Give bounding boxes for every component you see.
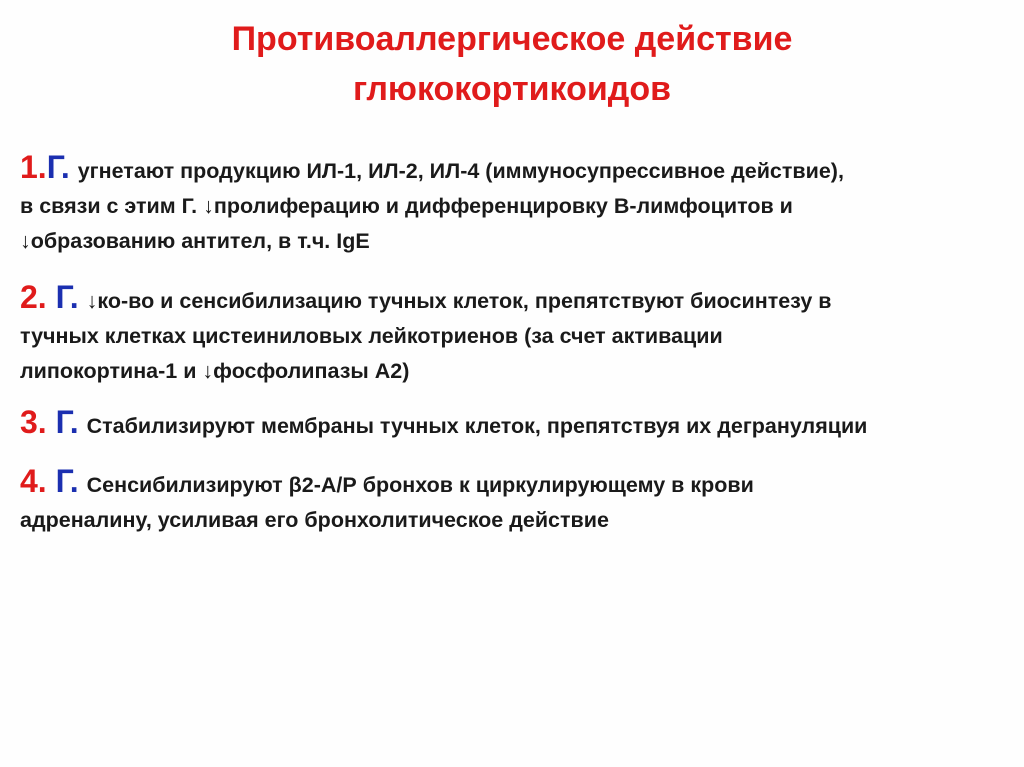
item-letter: Г. (55, 463, 79, 499)
item-number: 4. (20, 463, 47, 499)
slide-title (0, 14, 1024, 114)
item-number: 1. (20, 149, 47, 185)
list-item-2 (20, 280, 1010, 389)
title-line-1: Противоаллергическое действие (231, 20, 793, 58)
item-text-line: ↓ко-во и сенсибилизацию тучных клеток, препятствуют биосинтезу в (86, 289, 832, 313)
item-text-line: Стабилизируют мембраны тучных клеток, препятствуя их дегрануляции (86, 414, 868, 438)
item-number: 3. (20, 404, 47, 440)
item-text-line: Сенсибилизируют β2-А/Р бронхов к циркулирующему в крови (86, 473, 754, 497)
title-line-2: глюкокортикоидов (353, 70, 671, 108)
list-item-3 (20, 405, 1010, 444)
item-text-line: тучных клетках цистеиниловых лейкотриенов (за счет активации (20, 324, 723, 348)
item-marker (20, 149, 70, 185)
item-text-line: угнетают продукцию ИЛ-1, ИЛ-2, ИЛ-4 (иммуносупрессивное действие), (77, 159, 844, 183)
item-marker (20, 463, 79, 499)
item-marker (20, 404, 79, 440)
item-letter: Г. (55, 404, 79, 440)
list-item-1 (20, 150, 1010, 259)
item-letter: Г. (46, 149, 70, 185)
item-number: 2. (20, 279, 47, 315)
item-letter: Г. (55, 279, 79, 315)
item-text-line: липокортина-1 и ↓фосфолипазы А2) (20, 359, 410, 383)
item-text-line: ↓образованию антител, в т.ч. IgE (20, 229, 370, 253)
list-item-4 (20, 464, 1010, 538)
item-text-line: в связи с этим Г. ↓пролиферацию и дифференцировку В-лимфоцитов и (20, 194, 793, 218)
item-text-line: адреналину, усиливая его бронхолитическое действие (20, 508, 609, 532)
item-marker (20, 279, 79, 315)
